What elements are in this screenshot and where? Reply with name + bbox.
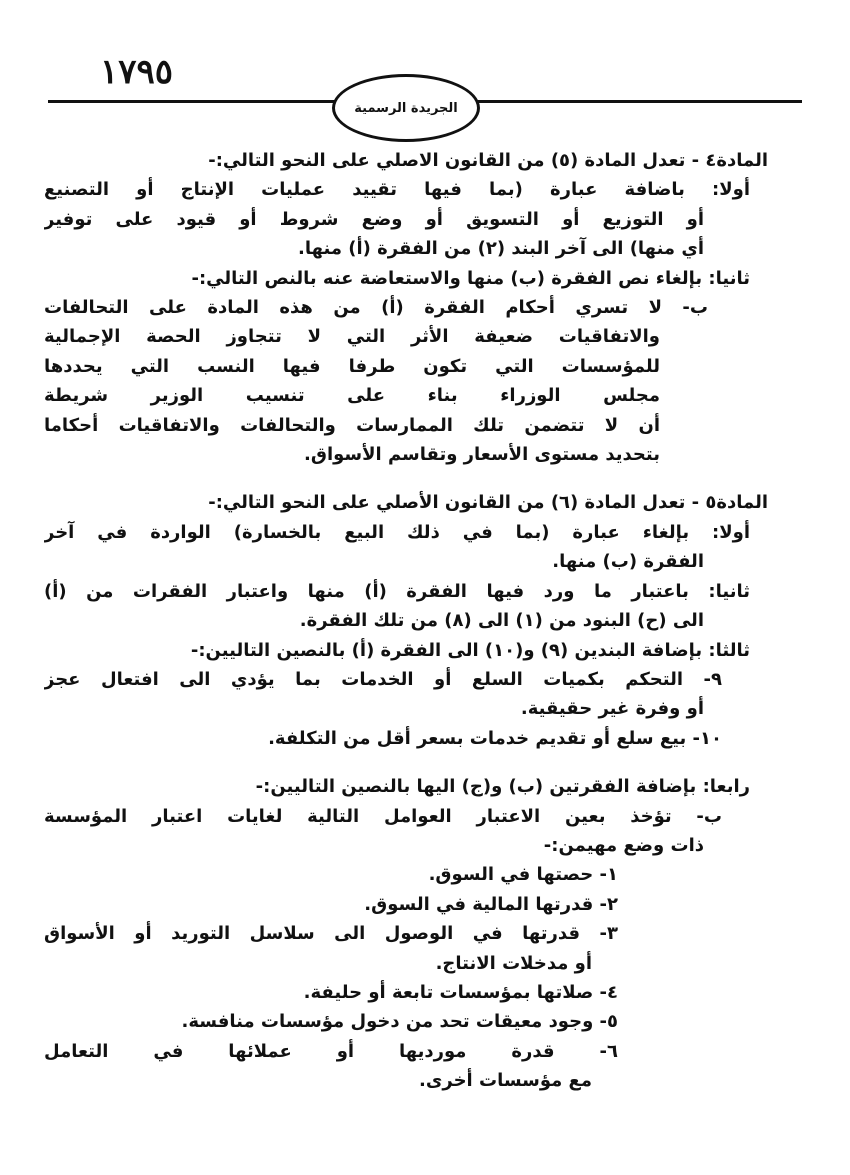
spacer — [44, 469, 768, 488]
spacer — [44, 753, 768, 772]
article5-item9-line: ٩- التحكم بكميات السلع أو الخدمات بما يؤدي الى افتعال عجز — [44, 668, 722, 690]
article4-clause-b-line: بتحديد مستوى الأسعار وتقاسم الأسواق. — [304, 444, 660, 466]
article4-clause-b-line: ب- لا تسري أحكام الفقرة (أ) من هذه المادة على التحالفات — [44, 297, 708, 319]
article5-heading: المادة٥ - تعدل المادة (٦) من القانون الأصلي على النحو التالي:- — [208, 492, 768, 514]
article5-second-line: الى (ح) البنود من (١) الى (٨) من تلك الفقرة. — [299, 610, 704, 632]
article5-first-line: الفقرة (ب) منها. — [552, 551, 704, 573]
article5-item10: ١٠- بيع سلع أو تقديم خدمات بسعر أقل من التكلفة. — [268, 727, 722, 749]
gazette-title: الجريدة الرسمية — [354, 100, 458, 116]
article5-clause-b-line: ذات وضع مهيمن:- — [543, 834, 704, 856]
article5-item9-line: أو وفرة غير حقيقية. — [520, 698, 704, 720]
article4-clause-b-line: للمؤسسات التي تكون طرفا فيها النسب التي يحددها — [44, 355, 660, 377]
article4-first-line: أولا: باضافة عبارة (بما فيها تقييد عمليات الإنتاج أو التصنيع — [44, 179, 750, 201]
article5-second-line: ثانيا: باعتبار ما ورد فيها الفقرة (أ) منها واعتبار الفقرات من (أ) — [44, 580, 750, 602]
document-body — [44, 146, 768, 1096]
article4-clause-b-line: أن لا تتضمن تلك الممارسات والتحالفات والاتفاقيات أحكاما — [44, 414, 660, 436]
article5-third-heading: ثالثا: بإضافة البندين (٩) و(١٠) الى الفقرة (أ) بالنصين التاليين:- — [190, 639, 750, 661]
factor-item: ١- حصتها في السوق. — [428, 864, 618, 886]
article5-fourth-heading: رابعا: بإضافة الفقرتين (ب) و(ج) اليها بالنصين التاليين:- — [255, 776, 750, 798]
factor-item: ٣- قدرتها في الوصول الى سلاسل التوريد أو الأسواق — [44, 923, 618, 945]
article4-first-line: أو التوزيع أو التسويق أو وضع شروط أو قيود على توفير — [44, 208, 704, 230]
factor-item-continuation: مع مؤسسات أخرى. — [419, 1070, 592, 1092]
factor-item: ٤- صلاتها بمؤسسات تابعة أو حليفة. — [303, 981, 618, 1003]
factor-item: ٦- قدرة مورديها أو عملائها في التعامل — [44, 1040, 618, 1062]
article5-clause-b-line: ب- تؤخذ بعين الاعتبار العوامل التالية لغايات اعتبار المؤسسة — [44, 805, 722, 827]
factor-item-continuation: أو مدخلات الانتاج. — [435, 952, 592, 974]
factor-item: ٥- وجود معيقات تحد من دخول مؤسسات منافسة. — [181, 1011, 618, 1033]
article4-heading: المادة٤ - تعدل المادة (٥) من القانون الاصلي على النحو التالي:- — [208, 150, 768, 171]
article4-second-heading: ثانيا: بإلغاء نص الفقرة (ب) منها والاستعاضة عنه بالنص التالي:- — [191, 267, 750, 289]
gazette-title-oval — [332, 74, 480, 142]
page-number: ١٧٩٥ — [100, 52, 174, 92]
article4-clause-b-line: والاتفاقيات ضعيفة الأثر التي لا تتجاوز الحصة الإجمالية — [44, 326, 660, 348]
article5-first-line: أولا: بإلغاء عبارة (بما في ذلك البيع بالخسارة) الواردة في آخر — [44, 521, 750, 543]
factor-item: ٢- قدرتها المالية في السوق. — [364, 893, 618, 915]
article4-clause-b-line: مجلس الوزراء بناء على تنسيب الوزير شريطة — [44, 385, 660, 407]
article4-first-line: أي منها) الى آخر البند (٢) من الفقرة (أ) منها. — [298, 238, 704, 260]
